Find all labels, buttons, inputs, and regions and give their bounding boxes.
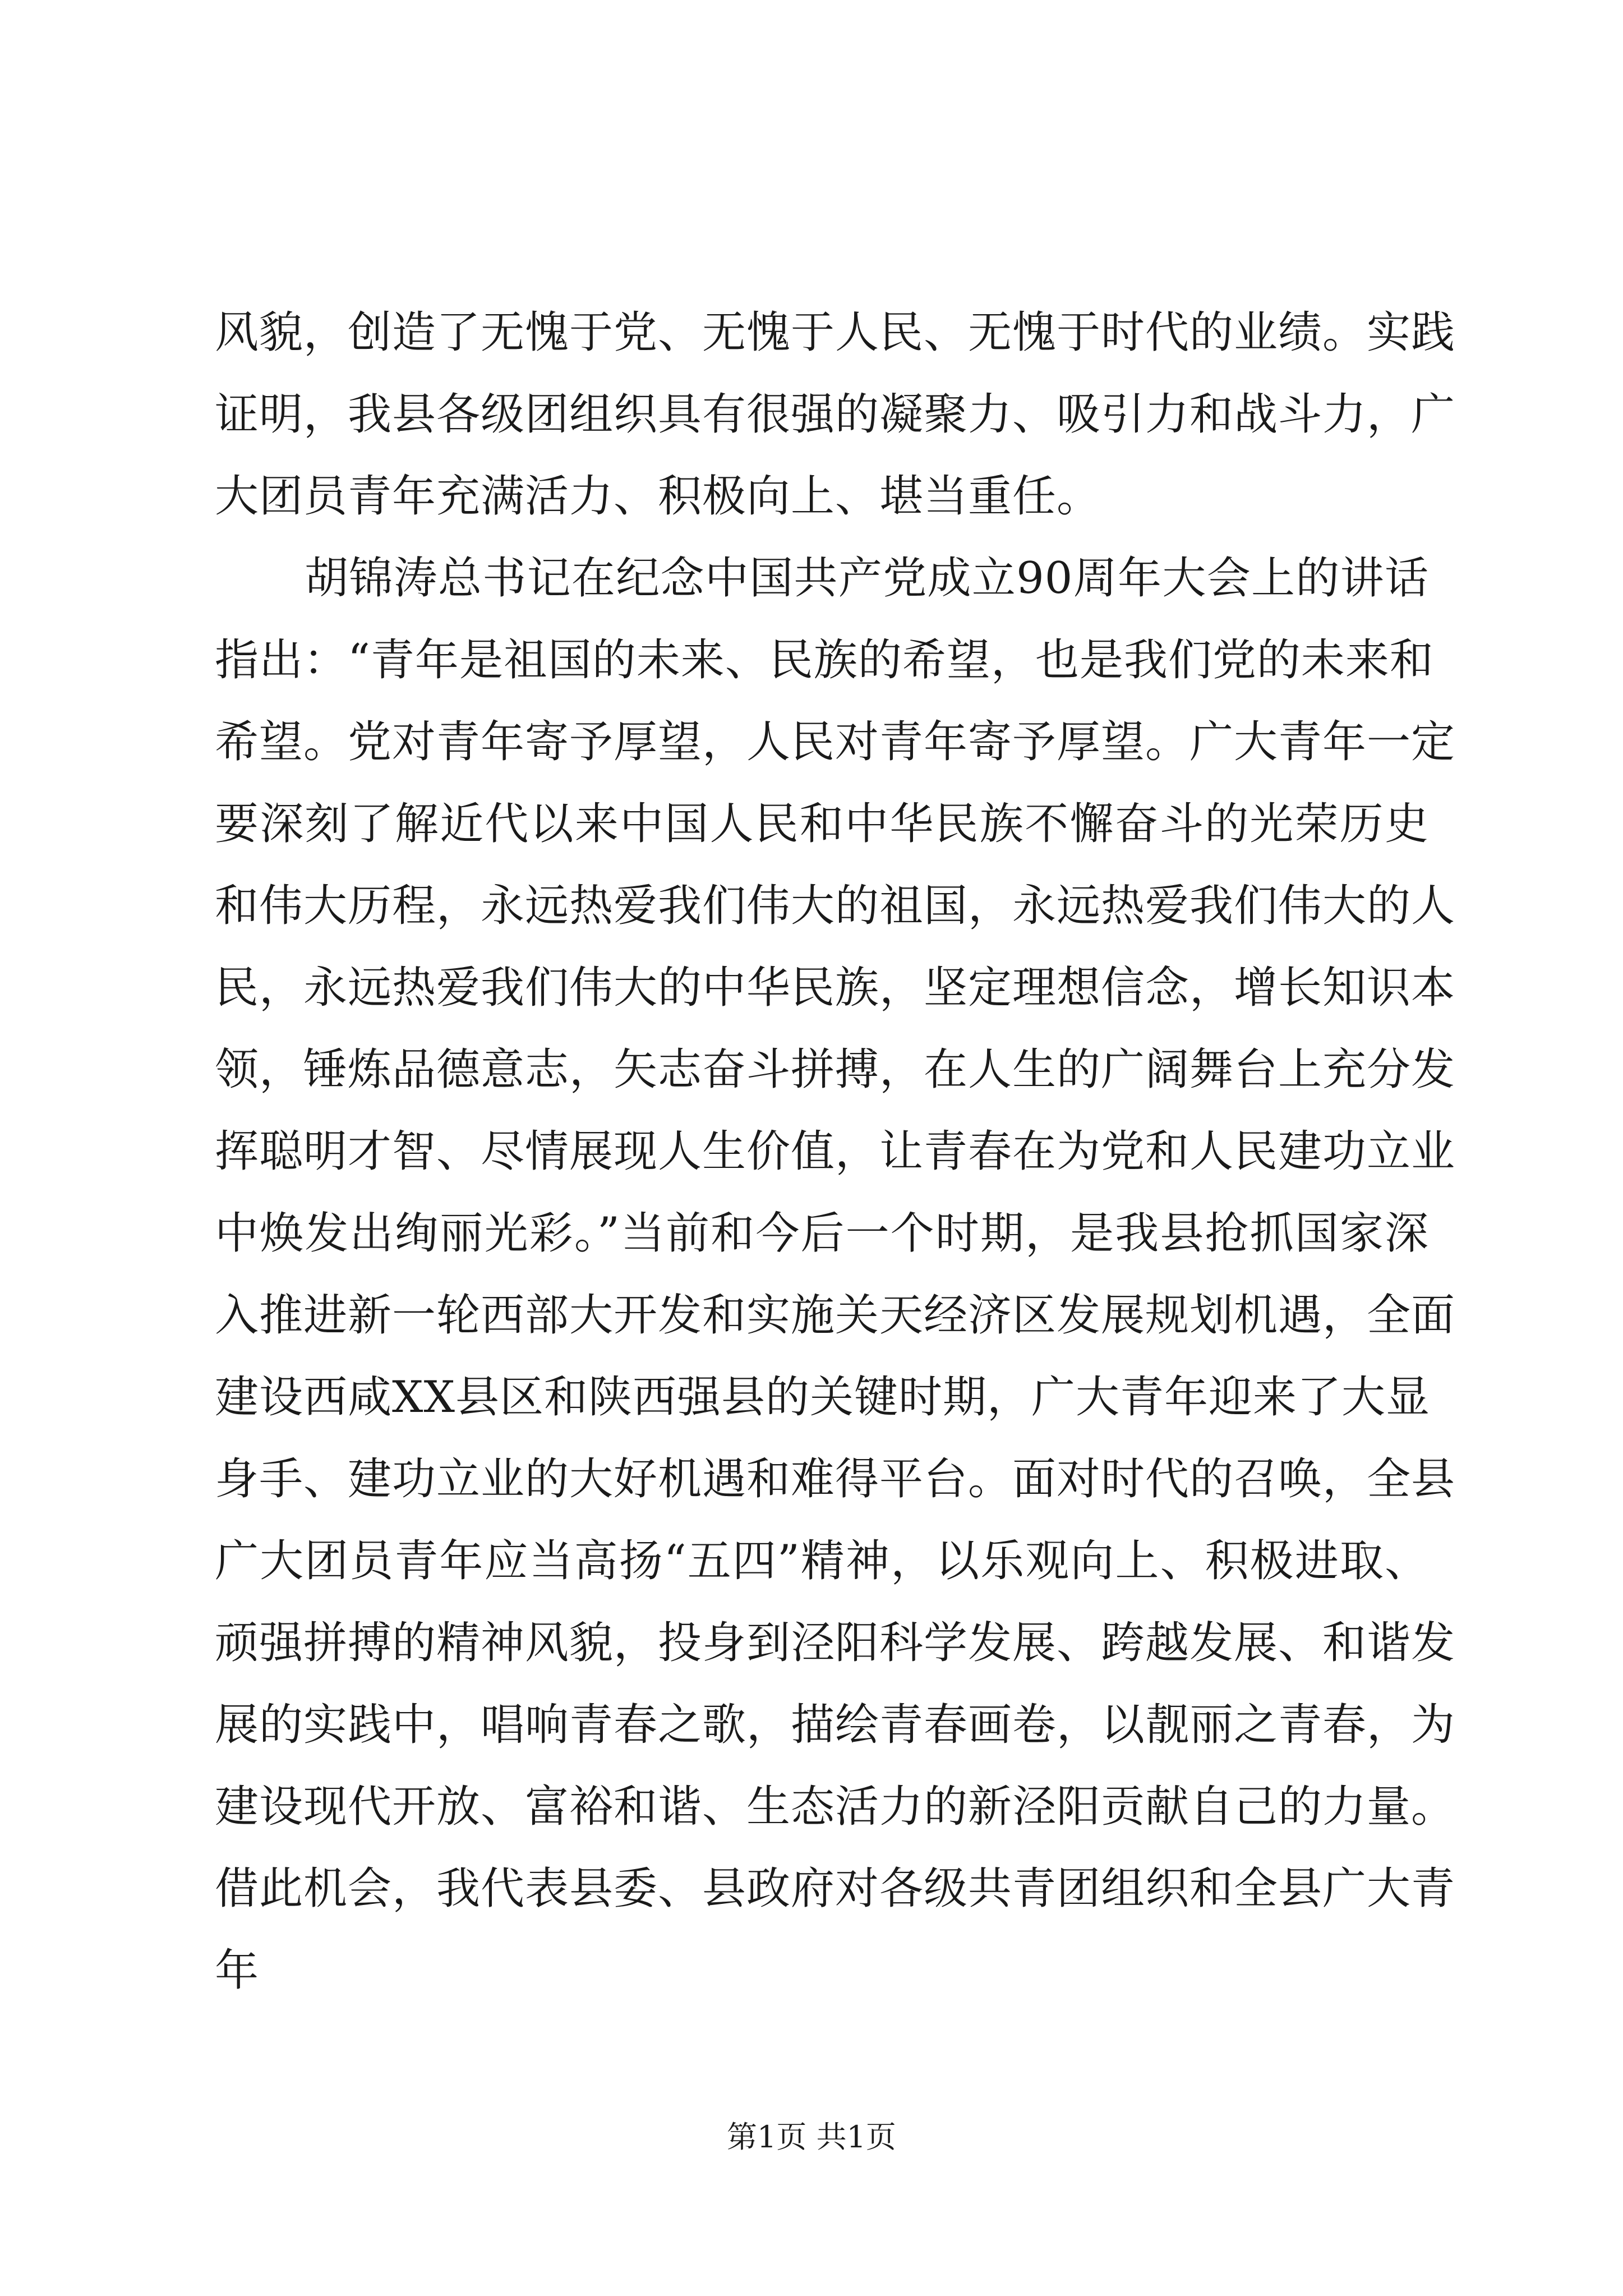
text-line: 身手、建功立业的大好机遇和难得平台。面对时代的召唤，全县 — [215, 1454, 1456, 1504]
text-line: 年 — [215, 1945, 260, 1996]
page-number-label: 第1页 共1页 — [727, 2119, 896, 2155]
text-line: 领，锤炼品德意志，矢志奋斗拼搏，在人生的广阔舞台上充分发 — [215, 1045, 1456, 1095]
text-line: 证明，我县各级团组织具有很强的凝聚力、吸引力和战斗力，广 — [215, 389, 1456, 440]
text-line: 风貌，创造了无愧于党、无愧于人民、无愧于时代的业绩。实践 — [215, 307, 1456, 358]
text-line: 指出：“青年是祖国的未来、民族的希望，也是我们党的未来和 — [215, 635, 1434, 685]
paragraph-first-line: 胡锦涛总书记在纪念中国共产党成立90周年大会上的讲话 — [305, 553, 1429, 604]
text-line: 展的实践中，唱响青春之歌，描绘青春画卷，以靓丽之青春，为 — [215, 1700, 1456, 1750]
page-footer — [0, 2118, 1623, 2157]
text-line: 大团员青年充满活力、积极向上、堪当重任。 — [215, 471, 1101, 522]
text-line: 顽强拼搏的精神风貌，投身到泾阳科学发展、跨越发展、和谐发 — [215, 1618, 1456, 1668]
document-body — [215, 292, 1456, 2012]
text-line: 希望。党对青年寄予厚望，人民对青年寄予厚望。广大青年一定 — [215, 717, 1456, 767]
text-line: 和伟大历程，永远热爱我们伟大的祖国，永远热爱我们伟大的人 — [215, 881, 1456, 931]
text-line: 中焕发出绚丽光彩。”当前和今后一个时期，是我县抢抓国家深 — [215, 1208, 1429, 1259]
text-line: 广大团员青年应当高扬“五四”精神，以乐观向上、积极进取、 — [215, 1536, 1429, 1586]
text-line: 建设西咸XX县区和陕西强县的关键时期，广大青年迎来了大显 — [215, 1372, 1431, 1423]
text-line: 民，永远热爱我们伟大的中华民族，坚定理想信念，增长知识本 — [215, 963, 1456, 1013]
text-line: 要深刻了解近代以来中国人民和中华民族不懈奋斗的光荣历史 — [215, 799, 1429, 849]
text-line: 挥聪明才智、尽情展现人生价值，让青春在为党和人民建功立业 — [215, 1126, 1456, 1177]
text-line: 入推进新一轮西部大开发和实施关天经济区发展规划机遇，全面 — [215, 1290, 1456, 1341]
text-line: 借此机会，我代表县委、县政府对各级共青团组织和全县广大青 — [215, 1864, 1456, 1914]
text-line: 建设现代开放、富裕和谐、生态活力的新泾阳贡献自己的力量。 — [215, 1782, 1456, 1832]
